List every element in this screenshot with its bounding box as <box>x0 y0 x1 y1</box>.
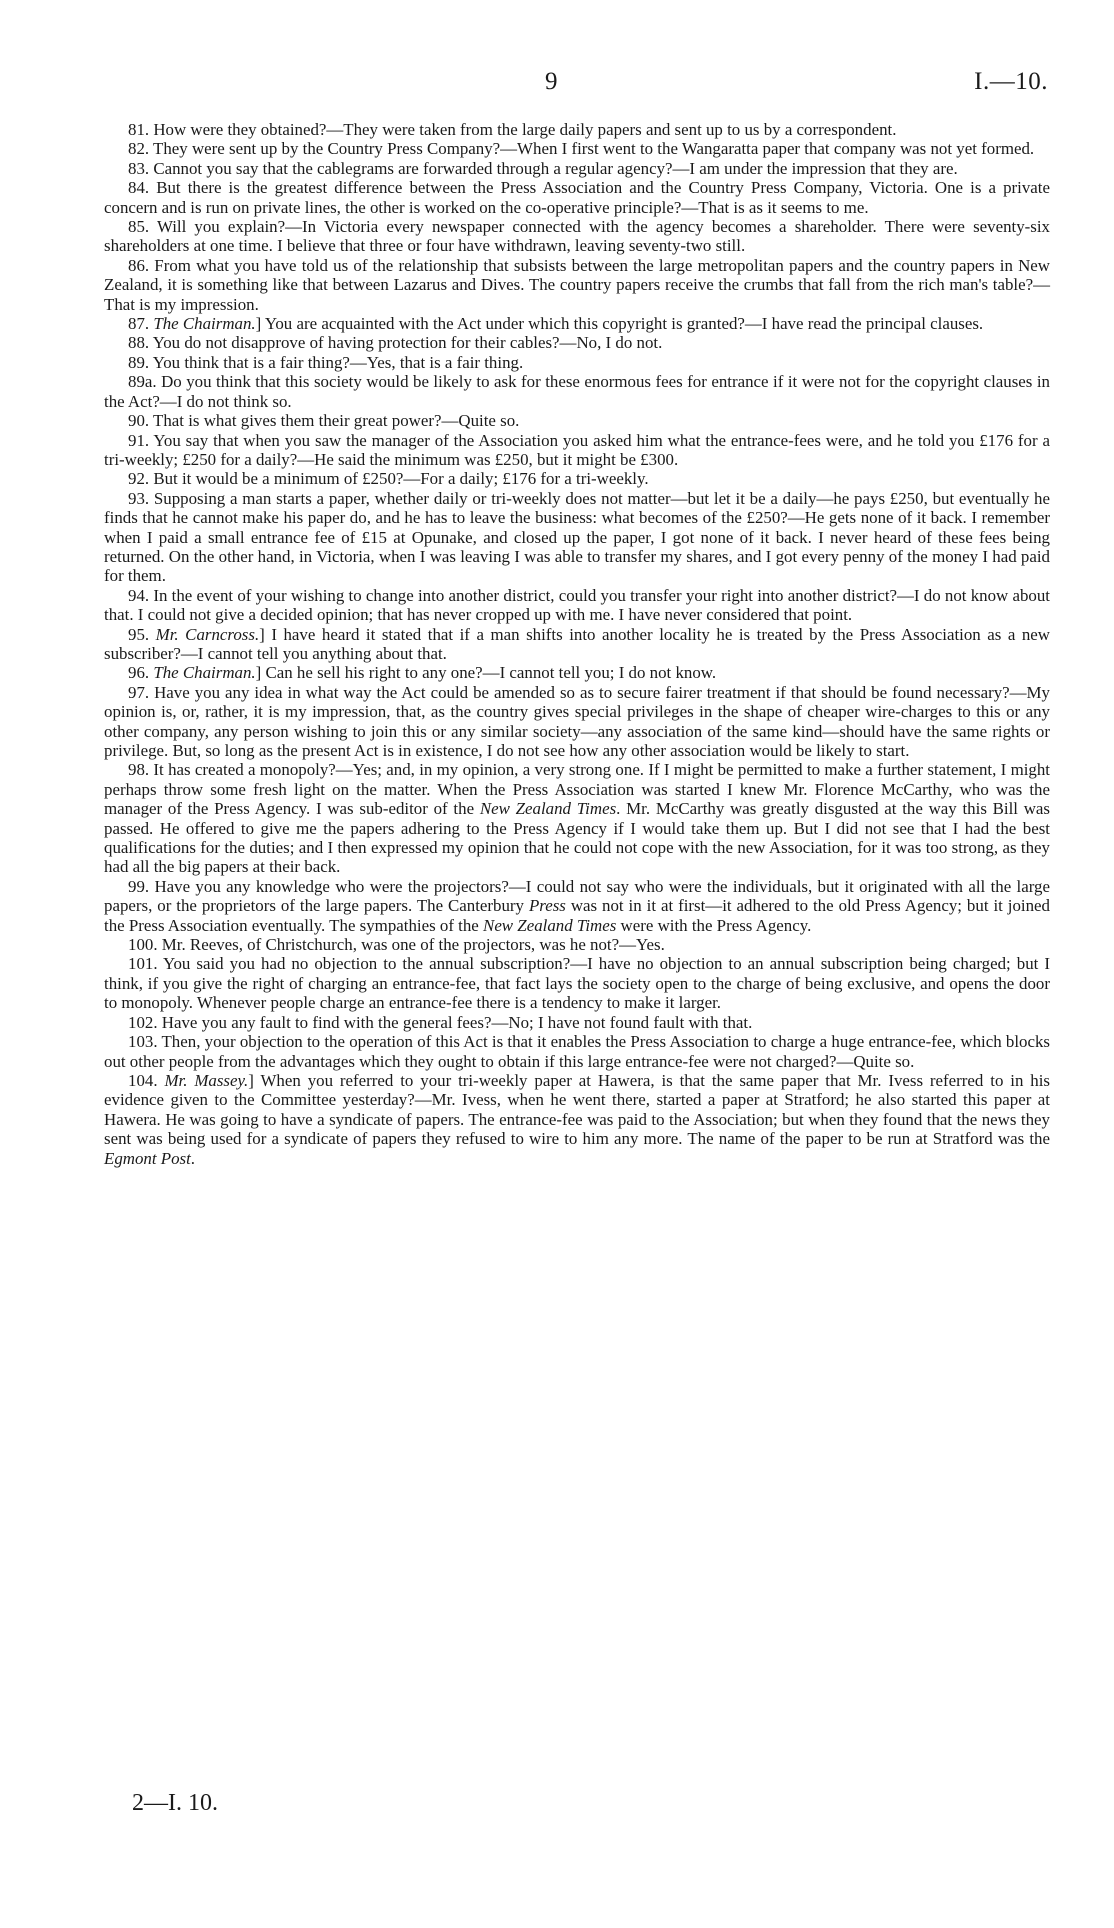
paragraph-93: 93. Supposing a man starts a paper, whether daily or tri-weekly does not matter—but let it be a daily—he pays £250, but eventually he finds that he cannot make his paper do, and he has to leave the business: what becomes of the £250?—He gets none of it back. I remember when I paid a small entrance fee of £15 at Opunake, and closed up the paper, I got none of it back. I never heard of these fees being returned. On the other hand, in Victoria, when I was leaving I was able to transfer my shares, and I got every penny of the money I had paid for them. <box>104 488 1050 586</box>
body-text <box>104 120 1050 1168</box>
paragraph-102: 102. Have you any fault to find with the general fees?—No; I have not found fault with that. <box>128 1012 753 1032</box>
paragraph-100: 100. Mr. Reeves, of Christchurch, was one of the projectors, was he not?—Yes. <box>128 935 665 955</box>
paragraph-92: 92. But it would be a minimum of £250?—For a daily; £176 for a tri-weekly. <box>128 469 649 489</box>
paragraph-87: 87. The Chairman.] You are acquainted with the Act under which this copyright is granted?—I have read the principal clauses. <box>128 314 984 334</box>
document-reference: I.—10. <box>974 68 1048 95</box>
page-header <box>0 68 1114 98</box>
paragraph-85: 85. Will you explain?—In Victoria every newspaper connected with the agency becomes a shareholder. There were seventy-six shareholders at one time. I believe that three or four have withdrawn, leaving seventy-two still. <box>104 217 1050 256</box>
paragraph-96: 96. The Chairman.] Can he sell his right to any one?—I cannot tell you; I do not know. <box>128 663 717 683</box>
paragraph-89a: 89a. Do you think that this society would be likely to ask for these enormous fees for entrance if it were not for the copyright clauses in the Act?—I do not think so. <box>104 372 1050 411</box>
paragraph-95: 95. Mr. Carncross.] I have heard it stated that if a man shifts into another locality he is treated by the Press Association as a new subscriber?—I cannot tell you anything about that. <box>104 624 1051 663</box>
paragraph-103: 103. Then, your objection to the operation of this Act is that it enables the Press Association to charge a huge entrance-fee, which blocks out other people from the advantages which they ought to obtain if this large entrance-fee were not charged?—Quite so. <box>104 1032 1050 1071</box>
page-number: 9 <box>545 68 558 95</box>
paragraph-99: 99. Have you any knowledge who were the projectors?—I could not say who were the individuals, but it originated with all the large papers, or the proprietors of the large papers. The Canterbury Press was not in it at first—it adhered to the old Press Agency; but it joined the Press Association eventually. The sympathies of the New Zealand Times were with the Press Agency. <box>104 876 1050 935</box>
paragraph-81: 81. How were they obtained?—They were taken from the large daily papers and sent up to us by a correspondent. <box>128 120 897 139</box>
paragraph-97: 97. Have you any idea in what way the Act could be amended so as to secure fairer treatment if that should be found necessary?—My opinion is, or, rather, it is my impression, that, as the country gives special privileges in the shape of cheaper wire-charges to this or any other company, any person wishing to join this or any similar society—any association of the same kind—should have the same rights or privilege. But, so long as the present Act is in existence, I do not see how any other association would be likely to start. <box>104 682 1050 760</box>
paragraph-82: 82. They were sent up by the Country Press Company?—When I first went to the Wangaratta paper that company was not yet formed. <box>128 139 1035 159</box>
paragraph-86: 86. From what you have told us of the relationship that subsists between the large metropolitan papers and the country papers in New Zealand, it is something like that between Lazarus and Dives. The country papers receive the crumbs that fall from the rich man's table?—That is my impression. <box>104 255 1050 314</box>
paragraph-104: 104. Mr. Massey.] When you referred to your tri-weekly paper at Hawera, is that the same paper that Mr. Ivess referred to in his evidence given to the Committee yesterday?—Mr. Ivess, when he went there, started a paper at Stratford; he also started this paper at Hawera. He was going to have a syndicate of papers. The entrance-fee was paid to the Association; but when they found that the news they sent was being used for a syndicate of papers they refused to wire to him any more. The name of the paper to be run at Stratford was the Egmont Post. <box>104 1070 1050 1168</box>
paragraph-98: 98. It has created a monopoly?—Yes; and, in my opinion, a very strong one. If I might be permitted to make a further statement, I might perhaps throw some fresh light on the matter. When the Press Association was started I knew Mr. Florence McCarthy, who was the manager of the Press Agency. I was sub-editor of the New Zealand Times. Mr. McCarthy was greatly disgusted at the way this Bill was passed. He offered to give me the papers adhering to the Press Agency if I would take them up. But I did not see that I had the best qualifications for the duties; and I then expressed my opinion that he could not cope with the new Association, for it was too strong, as they had all the big papers at their back. <box>104 760 1051 877</box>
paragraph-91: 91. You say that when you saw the manager of the Association you asked him what the entrance-fees were, and he told you £176 for a tri-weekly; £250 for a daily?—He said the minimum was £250, but it might be £300. <box>104 430 1050 469</box>
paragraph-94: 94. In the event of your wishing to change into another district, could you transfer your right into another district?—I do not know about that. I could not give a decided opinion; that has never cropped up with me. I have never considered that point. <box>104 585 1050 625</box>
paragraph-83: 83. Cannot you say that the cablegrams are forwarded through a regular agency?—I am under the impression that they are. <box>128 158 958 178</box>
paragraph-84: 84. But there is the greatest difference between the Press Association and the Country Press Company, Victoria. One is a private concern and is run on private lines, the other is worked on the co-operative principle?—That is as it seems to me. <box>104 178 1050 217</box>
paragraph-101: 101. You said you had no objection to the annual subscription?—I have no objection to an annual subscription being charged; but I think, if you give the right of charging an entrance-fee, that fact lays the society open to the charge of being exclusive, and opens the door to monopoly. Whenever people charge an entrance-fee there is a tendency to make it larger. <box>104 954 1050 1013</box>
paragraph-89: 89. You think that is a fair thing?—Yes, that is a fair thing. <box>128 352 524 372</box>
footer-signature: 2—I. 10. <box>132 1790 218 1816</box>
paragraph-88: 88. You do not disapprove of having protection for their cables?—No, I do not. <box>128 333 663 353</box>
paragraph-90: 90. That is what gives them their great power?—Quite so. <box>128 411 520 431</box>
